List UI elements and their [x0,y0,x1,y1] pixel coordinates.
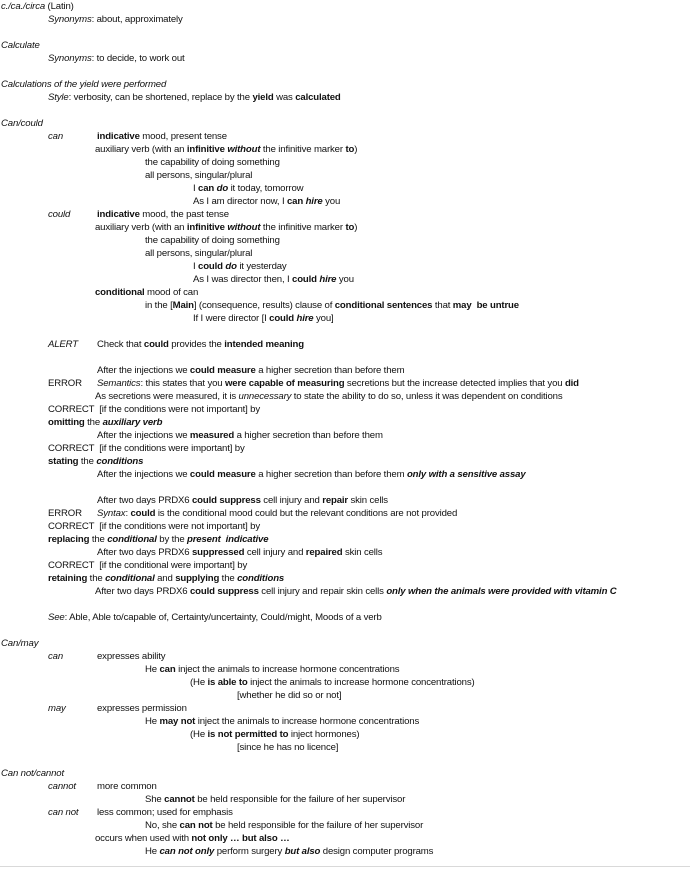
text-run: After the injections we [97,469,190,480]
text-line [97,339,304,351]
text-run: supplying [175,573,220,584]
text-line [97,547,382,559]
text-line [48,209,70,221]
text-run: stating [48,456,79,467]
text-line [48,612,382,624]
text-run: without [227,144,261,155]
text-run: ERROR [48,508,82,519]
text-run: perform surgery [214,846,285,857]
text-run: can [159,664,176,675]
text-run: repair [322,495,348,506]
text-run: could [198,261,223,272]
text-run: the capability of doing something [145,157,280,168]
text-run: repaired [305,547,343,558]
text-run: it today, tomorrow [228,183,304,194]
text-run: was [273,92,296,103]
text-run: As secretions were measured, it is [95,391,239,402]
text-run: the [87,573,106,584]
text-run: yield [252,92,274,103]
text-run: could measure [189,469,256,480]
text-run: Calculations of the yield were performed [1,79,167,90]
text-run: you] [313,313,334,324]
text-run: may be untrue [452,300,519,311]
text-line [97,378,579,390]
text-run: could [48,209,71,220]
text-run: Semantics [97,378,141,389]
text-run: more common [97,781,157,792]
text-line [97,469,526,481]
text-run: Can not/cannot [1,768,64,779]
text-run: He [145,716,160,727]
text-line [97,703,187,715]
text-run: Can/may [1,638,39,649]
text-run: indicative [97,131,140,142]
text-run: and [154,573,176,584]
text-run: I [193,183,199,194]
text-run: can [286,196,304,207]
text-run: No, she [145,820,180,831]
text-run: cell injury and [260,495,323,506]
text-run: the [84,417,103,428]
text-line [145,716,419,728]
text-run: it yesterday [236,261,287,272]
text-run: CORRECT [if the conditions were not important] by [48,404,261,415]
text-line [193,196,340,208]
text-line [48,807,78,819]
text-run: skin cells [348,495,388,506]
text-run: conditional [107,534,157,545]
text-run: She [145,794,165,805]
text-line [48,508,82,520]
text-line [48,131,63,143]
text-run: inject the animals to increase hormone concentrations) [247,677,475,688]
text-run: do [216,183,229,194]
text-run: may not [159,716,196,727]
text-line [1,638,38,650]
text-line [145,820,423,832]
text-run: ALERT [48,339,78,350]
text-run: but also [284,846,321,857]
text-line [48,560,247,572]
text-line [48,14,183,26]
text-run: mood of can [144,287,199,298]
text-run: the infinitive marker [260,222,346,233]
text-run: (He [190,677,208,688]
text-run: : this states that you [140,378,225,389]
text-run: design computer programs [320,846,434,857]
text-run: See [48,612,65,623]
text-run: could [269,313,294,324]
text-run: After the injections we [97,430,190,441]
text-run: : verbosity, can be shortened, replace by the [68,92,253,103]
text-run: present indicative [187,534,269,545]
text-run: [since he has no licence] [237,742,339,753]
text-line [145,248,252,260]
text-line [193,313,334,325]
text-run: Synonyms [48,53,92,64]
text-run: provides the [168,339,225,350]
text-line [145,235,280,247]
text-run: you [322,196,341,207]
text-run: : Able, Able to/capable of, Certainty/uncertainty, Could/might, Moods of a verb [64,612,382,623]
text-run: auxiliary verb [102,417,163,428]
bottom-divider [0,866,690,867]
text-run: you [336,274,354,285]
text-run: suppressed [191,547,245,558]
text-run: After the injections we [97,365,190,376]
text-run: can not [179,820,213,831]
text-run: occurs when used with [95,833,192,844]
text-run: mood, present tense [139,131,227,142]
text-run: inject the animals to increase hormone concentrations [175,664,400,675]
text-line [97,365,404,377]
text-run: can [198,183,215,194]
text-run: is able to [207,677,248,688]
text-run: secretions but the increase detected implies that you [344,378,565,389]
text-run: all persons, singular/plural [145,248,253,259]
text-run: did [564,378,579,389]
text-run: a higher secretion than before them [255,469,407,480]
text-run: cell injury and [244,547,306,558]
text-line [95,287,198,299]
text-run: all persons, singular/plural [145,170,253,181]
text-run: expresses ability [97,651,166,662]
text-run: could suppress [189,586,259,597]
text-run: : about, approximately [91,14,183,25]
text-run: After two days PRDX6 [97,547,192,558]
text-line [97,430,383,442]
text-run: conditions [96,456,144,467]
text-line [48,521,260,533]
text-run: the capability of doing something [145,235,280,246]
text-run: Synonyms [48,14,92,25]
text-run: (Latin) [45,1,74,12]
text-run: Syntax [97,508,126,519]
text-run: calculated [295,92,341,103]
text-line [145,664,399,676]
text-line [48,443,245,455]
text-run: to [345,222,355,233]
text-run: can [48,651,64,662]
text-run: could measure [189,365,256,376]
text-run: the [89,534,108,545]
text-line [190,677,475,689]
text-run: He [145,846,160,857]
text-run: After two days PRDX6 [95,586,190,597]
text-run: I [193,261,199,272]
text-run: not only … but also … [191,833,290,844]
text-run: : to decide, to work out [91,53,185,64]
text-line [145,300,519,312]
text-run: the infinitive marker [260,144,346,155]
text-run: in the [ [145,300,173,311]
text-run: can not [48,807,79,818]
text-run: ERROR [48,378,82,389]
text-run: less common; used for emphasis [97,807,233,818]
text-run: He [145,664,160,675]
text-run: could [143,339,169,350]
text-run: is not permitted to [207,729,289,740]
text-run: a higher secretion than before them [255,365,405,376]
text-run: cannot [164,794,195,805]
text-run: infinitive [186,222,225,233]
text-run: (He [190,729,208,740]
text-run: hire [319,274,337,285]
text-line [48,92,341,104]
text-line [190,729,359,741]
text-run: After two days PRDX6 [97,495,192,506]
text-run: auxiliary verb (with an [95,144,187,155]
text-line [97,781,157,793]
text-run: cell injury and repair skin cells [258,586,387,597]
text-run: conditional [105,573,155,584]
text-run: retaining [48,573,88,584]
text-run: conditional [95,287,145,298]
text-run: intended meaning [224,339,304,350]
text-run: conditional sentences [334,300,433,311]
text-run: be held responsible for the failure of her supervisor [194,794,406,805]
text-line [48,378,82,390]
text-line [97,495,388,507]
text-run: Calculate [1,40,40,51]
text-line [95,391,563,403]
text-run: to [345,144,355,155]
text-line [1,1,74,13]
text-line [48,781,76,793]
text-line [97,209,229,221]
text-run: only with a sensitive assay [406,469,526,480]
text-run: the [219,573,238,584]
text-run: may [48,703,66,714]
text-line [48,456,143,468]
text-run: can [48,131,64,142]
text-run: be held responsible for the failure of her supervisor [212,820,424,831]
text-run: unnecessary [238,391,292,402]
text-line [48,651,63,663]
text-run: Main [172,300,194,311]
text-run: CORRECT [if the conditional were important] by [48,560,248,571]
text-line [48,417,162,429]
text-run: without [227,222,261,233]
text-run: do [225,261,237,272]
text-line [193,183,303,195]
text-run: could [292,274,317,285]
text-line [48,573,284,585]
text-line [1,768,64,780]
text-run: hire [305,196,323,207]
text-line [145,794,405,806]
text-run: could suppress [191,495,261,506]
text-line [48,404,260,416]
text-line [95,833,290,845]
text-line [97,131,227,143]
text-run: CORRECT [if the conditions were not important] by [48,521,261,532]
text-run: can not only [159,846,215,857]
text-run: As I am director now, I [193,196,287,207]
text-run: by the [156,534,188,545]
text-line [48,703,66,715]
text-run: is the conditional mood could but the relevant conditions are not provided [155,508,458,519]
text-run: were capable of measuring [225,378,345,389]
text-run: only when the animals were provided with vitamin C [386,586,617,597]
text-run: indicative [97,209,140,220]
text-line [97,508,457,520]
text-line [95,144,357,156]
text-run: hire [296,313,314,324]
text-run: that [432,300,453,311]
text-run: replacing [48,534,90,545]
text-run: measured [189,430,235,441]
text-line [193,261,287,273]
text-line [237,742,338,754]
text-run: c./ca./circa [1,1,46,12]
text-line [48,534,268,546]
text-line [145,170,252,182]
text-run: the [78,456,97,467]
text-run: a higher secretion than before them [234,430,383,441]
text-run: If I were director [I [193,313,270,324]
text-line [237,690,341,702]
text-line [145,846,433,858]
text-run: inject the animals to increase hormone concentrations [195,716,420,727]
text-run: : [125,508,131,519]
text-run: infinitive [186,144,225,155]
text-run: could [130,508,156,519]
text-run: mood, the past tense [139,209,229,220]
text-run: cannot [48,781,76,792]
text-line [1,40,40,52]
text-run: CORRECT [if the conditions were important] by [48,443,245,454]
text-line [48,53,185,65]
text-run: [whether he did so or not] [237,690,342,701]
text-run: ) [354,222,358,233]
text-line [1,79,166,91]
text-run: Check that [97,339,144,350]
text-run: to state the ability to do so, unless it was dependent on conditions [291,391,563,402]
text-line [193,274,354,286]
text-line [97,807,233,819]
text-run: expresses permission [97,703,187,714]
text-line [95,222,357,234]
text-run: inject hormones) [288,729,360,740]
text-run: ] (consequence, results) clause of [193,300,335,311]
text-run: ) [354,144,358,155]
text-run: skin cells [342,547,383,558]
text-line [48,339,78,351]
text-run: Style [48,92,69,103]
text-line [145,157,280,169]
text-line [97,651,165,663]
text-run: Can/could [1,118,43,129]
text-run: As I was director then, I [193,274,293,285]
text-run: omitting [48,417,85,428]
text-run: conditions [237,573,285,584]
text-run: auxiliary verb (with an [95,222,187,233]
text-line [95,586,617,598]
text-line [1,118,43,130]
